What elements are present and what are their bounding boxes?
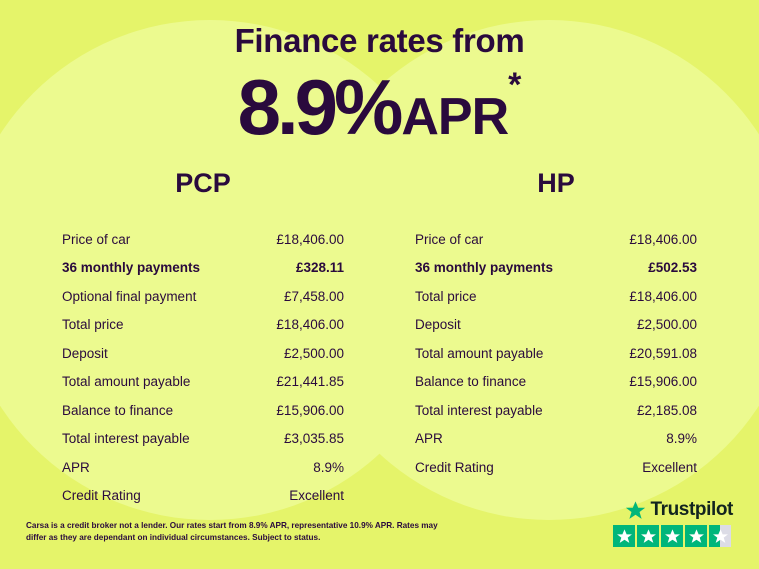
star-icon: [661, 525, 683, 547]
row-value: 8.9%: [666, 431, 697, 446]
row-label: Deposit: [415, 317, 461, 332]
table-row: [411, 368, 701, 397]
row-label: APR: [415, 431, 443, 446]
table-row: [411, 225, 701, 254]
row-label: Total amount payable: [415, 345, 544, 361]
row-value: £15,906.00: [276, 402, 344, 418]
star-icon: [613, 525, 635, 547]
row-label: Total interest payable: [415, 402, 543, 418]
disclaimer-text: Carsa is a credit broker not a lender. Our rates start from 8.9% APR, representative 10.9% APR. Rates may differ as they are dependant on individual circumstances. Subject to status.: [26, 520, 438, 543]
table-row: [411, 425, 701, 454]
row-label: Total price: [415, 288, 477, 304]
rate-apr-label: APR: [401, 88, 509, 146]
row-label: Price of car: [415, 231, 484, 247]
row-value: £21,441.85: [276, 374, 344, 389]
finance-column-hp: [411, 168, 701, 510]
table-row: [411, 311, 701, 340]
table-row: [58, 254, 348, 283]
table-row: [58, 482, 348, 511]
row-value: £3,035.85: [283, 431, 344, 446]
row-label: Balance to finance: [415, 374, 527, 389]
star-half-icon: [709, 525, 731, 547]
row-value: £15,906.00: [629, 374, 697, 389]
table-row: [58, 225, 348, 254]
rate-number: 8.9%: [237, 63, 400, 151]
table-row: [411, 396, 701, 425]
table-row: [58, 368, 348, 397]
row-label: Total interest payable: [62, 431, 190, 446]
trustpilot-star-icon: [625, 500, 646, 521]
row-value: £18,406.00: [629, 231, 697, 247]
headline-rate: [0, 62, 759, 153]
row-label: 36 monthly payments: [415, 260, 554, 275]
table-row: [58, 339, 348, 368]
finance-columns: [0, 168, 759, 510]
trustpilot-stars: [613, 525, 733, 547]
row-label: Total amount payable: [62, 374, 191, 389]
row-value: £20,591.08: [629, 345, 697, 361]
row-value: £7,458.00: [283, 288, 344, 304]
table-row: [58, 311, 348, 340]
row-label: Balance to finance: [62, 402, 174, 418]
row-value: Excellent: [642, 459, 697, 475]
row-value: £18,406.00: [276, 231, 344, 247]
table-row: [411, 282, 701, 311]
row-value: £502.53: [648, 260, 697, 275]
row-label: Total price: [62, 317, 124, 332]
row-label: Credit Rating: [415, 459, 494, 475]
table-row: [411, 254, 701, 283]
star-icon: [685, 525, 707, 547]
finance-column-pcp: [58, 168, 348, 510]
rate-asterisk: *: [508, 66, 522, 104]
column-title-hp: HP: [537, 168, 575, 198]
row-label: Credit Rating: [62, 488, 141, 503]
table-row: [411, 339, 701, 368]
row-label: Price of car: [62, 231, 131, 247]
page-title: Finance rates from: [234, 22, 525, 59]
column-title-pcp: PCP: [175, 168, 231, 198]
row-value: Excellent: [289, 488, 344, 503]
row-label: APR: [62, 459, 90, 475]
table-row: [58, 282, 348, 311]
trustpilot-wordmark: Trustpilot: [650, 499, 733, 520]
trustpilot-rating: [613, 499, 733, 547]
row-value: 8.9%: [313, 459, 344, 475]
row-label: 36 monthly payments: [62, 260, 201, 275]
table-row: [58, 425, 348, 454]
row-value: £2,500.00: [636, 317, 697, 332]
row-value: £18,406.00: [629, 288, 697, 304]
row-value: £328.11: [295, 260, 344, 275]
table-row: [58, 453, 348, 482]
row-label: Deposit: [62, 345, 108, 361]
table-row: [411, 453, 701, 482]
row-value: £18,406.00: [276, 317, 344, 332]
star-icon: [637, 525, 659, 547]
row-value: £2,185.08: [636, 402, 697, 418]
table-row: [58, 396, 348, 425]
row-value: £2,500.00: [283, 345, 344, 361]
row-label: Optional final payment: [62, 288, 197, 304]
